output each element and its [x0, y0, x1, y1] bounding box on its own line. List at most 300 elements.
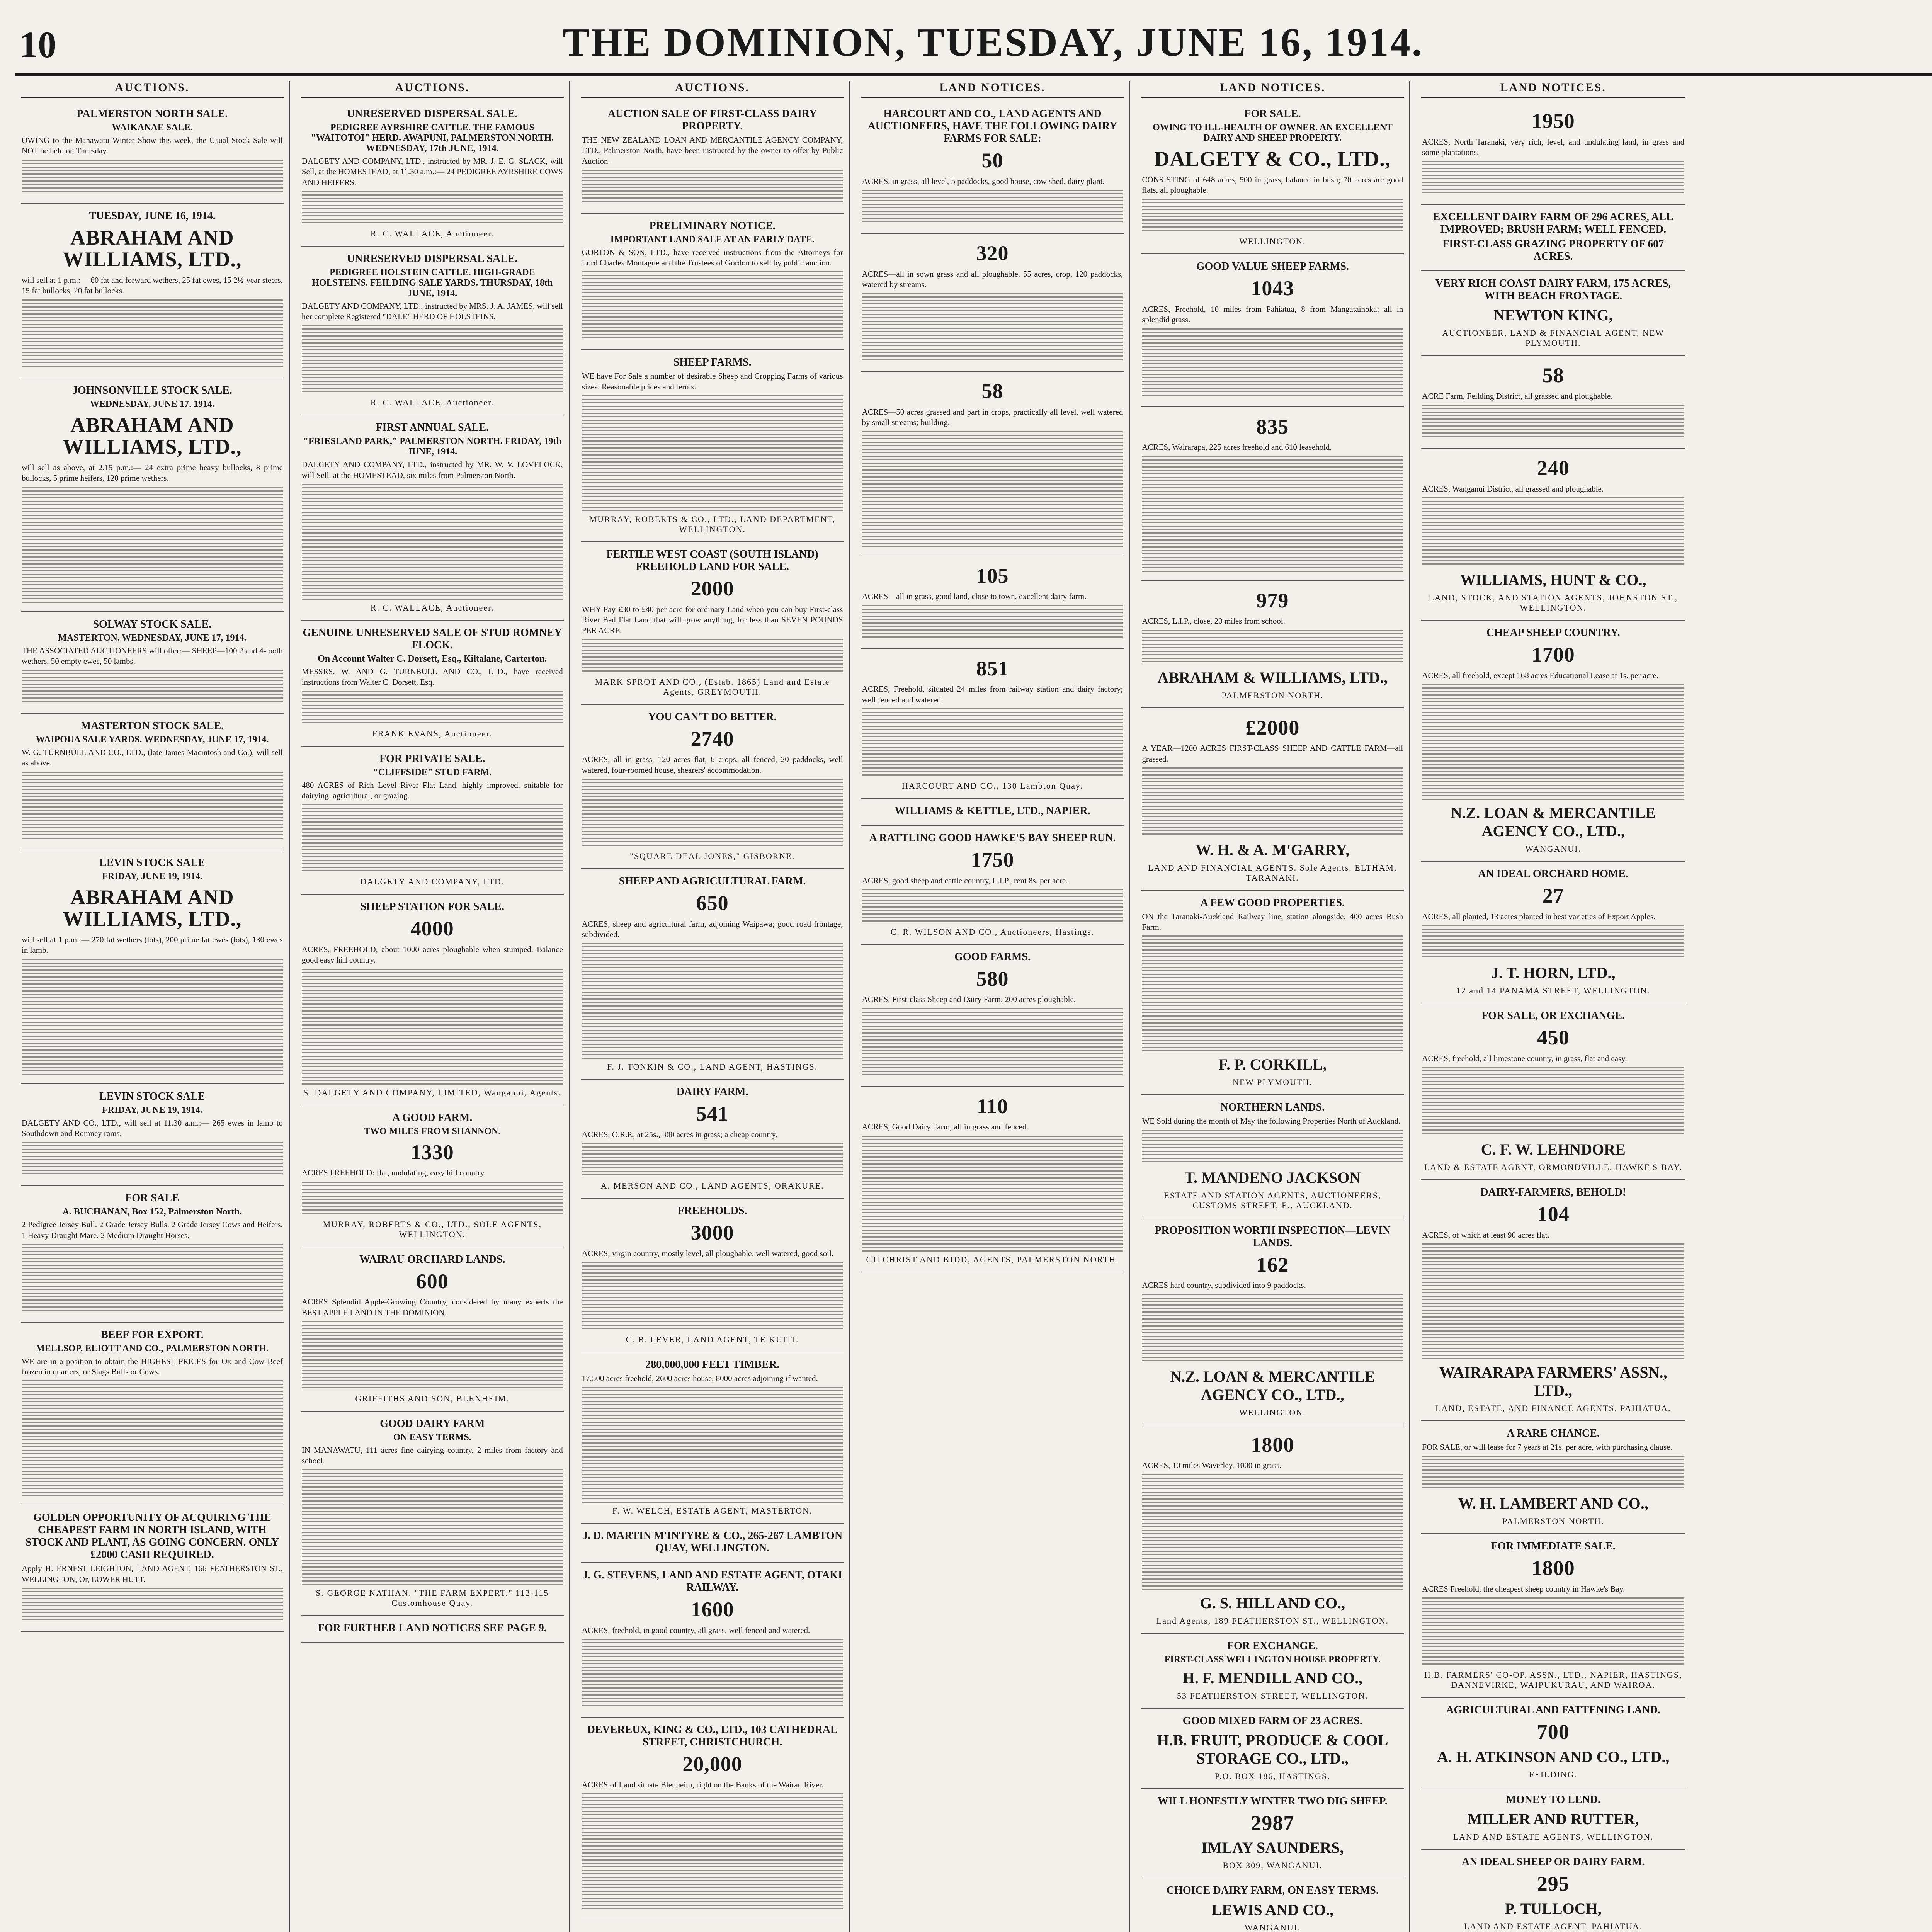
ad-heading: AN IDEAL SHEEP OR DAIRY FARM.: [1461, 1856, 1645, 1868]
advertisement: [301, 621, 564, 747]
ad-heading: AUCTION SALE OF FIRST-CLASS DAIRY PROPERTY.: [607, 108, 817, 132]
advertiser-address: LAND, ESTATE, AND FINANCE AGENTS, PAHIATUA.: [1435, 1403, 1671, 1413]
body-text-lines: [582, 1793, 843, 1909]
advertisement: [581, 1524, 844, 1563]
advertisement: [1421, 205, 1685, 271]
body-text-lines: [302, 969, 563, 1085]
advertiser-name: H. F. MENDILL AND CO.,: [1182, 1669, 1362, 1687]
advertiser-name: C. F. W. LEHNDORE: [1481, 1141, 1626, 1158]
ad-heading: LEVIN STOCK SALE: [99, 1090, 205, 1102]
newspaper-title: THE DOMINION, TUESDAY, JUNE 16, 1914.: [563, 20, 1423, 65]
body-text-lines: [582, 1262, 843, 1332]
advertiser-name: H.B. FRUIT, PRODUCE & COOL STORAGE CO., LTD.,: [1157, 1731, 1388, 1767]
ad-subheading: OWING TO ILL-HEALTH OF OWNER. AN EXCELLENT DAIRY AND SHEEP PROPERTY.: [1152, 122, 1393, 143]
column-heading: LAND NOTICES.: [861, 81, 1124, 98]
ad-heading: FOR SALE, OR EXCHANGE.: [1481, 1010, 1625, 1022]
advertiser-address: WELLINGTON.: [1239, 236, 1306, 247]
advertisement: [1421, 1787, 1685, 1850]
ad-display-figure: 50: [981, 149, 1003, 172]
advertiser-address: PALMERSTON NORTH.: [1221, 690, 1324, 700]
ad-body-text: ACRES, freehold, all limestone country, in grass, flat and easy.: [1422, 1053, 1627, 1063]
body-text-lines: [302, 691, 563, 726]
advertiser-name: G. S. HILL AND CO.,: [1200, 1594, 1345, 1612]
ad-display-figure: 700: [1537, 1720, 1570, 1744]
body-text-lines: [22, 959, 283, 1075]
ad-heading: PRELIMINARY NOTICE.: [649, 219, 776, 232]
ad-heading: BEEF FOR EXPORT.: [101, 1328, 204, 1341]
ad-body-text: ACRES, all planted, 13 acres planted in best varieties of Export Apples.: [1422, 912, 1656, 921]
ad-subheading: FRIDAY, JUNE 19, 1914.: [102, 871, 202, 881]
ad-heading: A RARE CHANCE.: [1507, 1427, 1600, 1440]
ad-body-text: ACRES, virgin country, mostly level, all ploughable, well watered, good soil.: [582, 1248, 834, 1258]
ad-heading: CHOICE DAIRY FARM, ON EASY TERMS.: [1166, 1884, 1379, 1897]
ad-heading: A RATTLING GOOD HAWKE'S BAY SHEEP RUN.: [869, 832, 1116, 844]
ad-body-text: 2 Pedigree Jersey Bull. 2 Grade Jersey Bulls. 2 Grade Jersey Cows and Heifers. 1 Heavy Draught Mare. 2 Medium Draught Horses.: [22, 1220, 283, 1240]
advertisement: [21, 714, 284, 850]
advertiser-address: A. MERSON AND CO., LAND AGENTS, ORAKURE.: [600, 1181, 824, 1191]
advertisement: [1141, 102, 1404, 254]
advertisement: [1141, 891, 1404, 1095]
ad-heading: WILLIAMS & KETTLE, LTD., NAPIER.: [895, 804, 1090, 817]
ad-display-figure: £2000: [1245, 716, 1300, 739]
advertisement: [1421, 1534, 1685, 1698]
ad-display-figure: 1800: [1251, 1433, 1294, 1456]
ad-body-text: will sell as above, at 2.15 p.m.:— 24 extra prime heavy bullocks, 8 prime bullocks, 5 prime heifers, 120 prime wethers.: [22, 463, 283, 483]
advertisement: [301, 1412, 564, 1616]
advertisement: [21, 204, 284, 378]
advertisement: [581, 1080, 844, 1199]
advertisement: [861, 1087, 1124, 1272]
body-text-lines: [22, 1380, 283, 1496]
ad-subheading: WEDNESDAY, JUNE 17, 1914.: [90, 399, 215, 409]
body-text-lines: [302, 1182, 563, 1216]
body-text-lines: [1142, 456, 1403, 572]
ad-body-text: ACRES, Wanganui District, all grassed and ploughable.: [1422, 484, 1604, 493]
advertiser-address: R. C. WALLACE, Auctioneer.: [370, 398, 494, 408]
advertisement: [581, 705, 844, 869]
body-text-lines: [1142, 328, 1403, 398]
ad-body-text: 17,500 acres freehold, 2600 acres house, 8000 acres adjoining if wanted.: [582, 1374, 818, 1383]
ad-body-text: ACRES of Land situate Blenheim, right on the Banks of the Wairau River.: [582, 1780, 824, 1790]
advertisement: [581, 1199, 844, 1352]
ad-heading: GOOD DAIRY FARM: [380, 1417, 485, 1430]
body-text-lines: [862, 708, 1123, 778]
advertisement: [301, 1616, 564, 1643]
advertisement: [1421, 1421, 1685, 1534]
advertisement: [1141, 1095, 1404, 1218]
ad-display-figure: 1330: [410, 1140, 454, 1164]
ad-body-text: ACRES, Freehold, 10 miles from Pahiatua, 8 from Mangatainoka; all in splendid grass.: [1142, 304, 1403, 325]
advertisement: [581, 350, 844, 542]
advertiser-address: GRIFFITHS AND SON, BLENHEIM.: [355, 1393, 510, 1403]
body-text-lines: [22, 299, 283, 369]
ad-display-figure: DALGETY & CO., LTD.,: [1154, 147, 1391, 170]
column-heading: AUCTIONS.: [581, 81, 844, 98]
advertiser-address: GILCHRIST AND KIDD, AGENTS, PALMERSTON NORTH.: [866, 1254, 1119, 1264]
ad-heading: HARCOURT AND CO., LAND AGENTS AND AUCTIONEERS, HAVE THE FOLLOWING DAIRY FARMS FOR SALE:: [867, 108, 1117, 145]
advertiser-address: FEILDING.: [1529, 1770, 1578, 1780]
ad-subheading: On Account Walter C. Dorsett, Esq., Kiltalane, Carterton.: [318, 654, 547, 664]
ad-heading: FOR FURTHER LAND NOTICES SEE PAGE 9.: [318, 1622, 547, 1634]
advertiser-name: J. T. HORN, LTD.,: [1491, 964, 1616, 982]
masthead: [15, 15, 1932, 76]
advertiser-address: LAND, STOCK, AND STATION AGENTS, JOHNSTON ST., WELLINGTON.: [1429, 593, 1678, 613]
ad-heading: MONEY TO LEND.: [1506, 1794, 1600, 1806]
body-text-lines: [582, 1143, 843, 1178]
advertiser-address: "SQUARE DEAL JONES," GISBORNE.: [629, 851, 795, 861]
ad-body-text: WE Sold during the month of May the following Properties North of Auckland.: [1142, 1116, 1401, 1126]
ad-subheading: TWO MILES FROM SHANNON.: [364, 1126, 501, 1136]
ad-body-text: ACRES, First-class Sheep and Dairy Farm, 200 acres ploughable.: [862, 995, 1076, 1004]
body-text-lines: [22, 670, 283, 704]
body-text-lines: [582, 271, 843, 341]
advertiser-address: Land Agents, 189 FEATHERSTON ST., WELLINGTON.: [1156, 1616, 1389, 1626]
ad-heading: A FEW GOOD PROPERTIES.: [1200, 896, 1345, 909]
advertisement: [301, 1247, 564, 1412]
advertiser-name: N.Z. LOAN & MERCANTILE AGENCY CO., LTD.,: [1451, 804, 1656, 840]
ad-display-figure: 580: [976, 967, 1009, 990]
ad-body-text: OWING to the Manawatu Winter Show this week, the Usual Stock Sale will NOT be held on Thursday.: [22, 136, 283, 156]
advertisement: [861, 372, 1124, 556]
advertisement: [1421, 356, 1685, 449]
ad-heading: FOR EXCHANGE.: [1227, 1639, 1318, 1652]
advertisement: [581, 102, 844, 214]
ad-heading: A GOOD FARM.: [392, 1111, 473, 1124]
advertiser-address: 12 and 14 PANAMA STREET, WELLINGTON.: [1456, 986, 1650, 996]
ad-heading: 280,000,000 FEET TIMBER.: [645, 1359, 779, 1371]
body-text-lines: [1142, 767, 1403, 837]
ad-display-figure: 110: [976, 1094, 1008, 1118]
advertisement: [581, 1352, 844, 1524]
body-text-lines: [582, 639, 843, 674]
ad-body-text: IN MANAWATU, 111 acres fine dairying country, 2 miles from factory and school.: [301, 1445, 563, 1466]
advertiser-address: ESTATE AND STATION AGENTS, AUCTIONEERS, CUSTOMS STREET, E., AUCKLAND.: [1164, 1190, 1381, 1210]
body-text-lines: [582, 170, 843, 204]
ad-body-text: DALGETY AND CO., LTD., will sell at 11.30 a.m.:— 265 ewes in lamb to Southdown and Romney rams.: [22, 1118, 283, 1138]
body-text-lines: [22, 1588, 283, 1622]
ad-heading: FOR SALE.: [1244, 108, 1301, 120]
ad-display-figure: 1043: [1251, 277, 1294, 300]
advertisement: [1141, 1218, 1404, 1425]
ad-body-text: WE have For Sale a number of desirable Sheep and Cropping Farms of various sizes. Reasonable prices and terms.: [582, 371, 843, 391]
ad-body-text: ACRES, of which at least 90 acres flat.: [1422, 1230, 1549, 1240]
page-column: [296, 81, 570, 1932]
ad-subheading: MELLSOP, ELIOTT AND CO., PALMERSTON NORTH.: [36, 1343, 269, 1354]
advertiser-address: MURRAY, ROBERTS & CO., LTD., SOLE AGENTS, WELLINGTON.: [323, 1219, 542, 1239]
ad-heading: AN IDEAL ORCHARD HOME.: [1478, 868, 1629, 880]
advertisement: [1141, 581, 1404, 708]
advertiser-address: MARK SPROT AND CO., (Estab. 1865) Land and Estate Agents, GREYMOUTH.: [595, 677, 830, 697]
ad-body-text: ACRES—all in grass, good land, close to town, excellent dairy farm.: [862, 592, 1087, 601]
ad-body-text: ACRES FREEHOLD: flat, undulating, easy hill country.: [301, 1168, 486, 1178]
advertisement: [581, 542, 844, 705]
advertisement: [21, 1186, 284, 1323]
body-text-lines: [22, 772, 283, 841]
advertisement: [1421, 271, 1685, 356]
ad-body-text: ACRE Farm, Feilding District, all grassed and ploughable.: [1422, 391, 1613, 401]
ad-subheading: ON EASY TERMS.: [393, 1432, 471, 1442]
advertiser-address: H.B. FARMERS' CO-OP. ASSN., LTD., NAPIER, HASTINGS, DANNEVIRKE, WAIPUKURAU, AND WAIROA.: [1424, 1670, 1682, 1690]
ad-display-figure: 1600: [690, 1598, 734, 1621]
ad-heading: GOOD VALUE SHEEP FARMS.: [1196, 260, 1349, 273]
ad-display-figure: 162: [1256, 1253, 1289, 1276]
ad-heading: NORTHERN LANDS.: [1220, 1101, 1325, 1114]
advertisement: [861, 799, 1124, 826]
column-heading: LAND NOTICES.: [1421, 81, 1685, 98]
ad-subheading: PEDIGREE AYRSHIRE CATTLE. THE FAMOUS "WAITOTOI" HERD. AWAPUNI, PALMERSTON NORTH. WEDNESDAY, 17th JUNE, 1914.: [311, 122, 554, 153]
ad-body-text: ACRES—all in sown grass and all ploughable, 55 acres, crop, 120 paddocks, watered by streams.: [862, 269, 1123, 289]
ad-display-figure: 979: [1256, 588, 1289, 612]
ad-display-figure: 104: [1537, 1202, 1570, 1226]
body-text-lines: [582, 943, 843, 1059]
body-text-lines: [582, 1639, 843, 1708]
ad-heading: GOLDEN OPPORTUNITY OF ACQUIRING THE CHEAPEST FARM IN NORTH ISLAND, WITH STOCK AND PLANT, AS GOING CONCERN. ONLY £2000 CASH REQUIRED.: [25, 1512, 279, 1561]
ad-body-text: ACRES, North Taranaki, very rich, level, and undulating land, in grass and some plantations.: [1422, 137, 1685, 157]
page-column: [856, 81, 1131, 1932]
advertisement: [1141, 1709, 1404, 1789]
advertiser-address: NEW PLYMOUTH.: [1232, 1077, 1313, 1087]
ad-heading: SHEEP AND AGRICULTURAL FARM.: [619, 875, 806, 887]
ad-body-text: will sell at 1 p.m.:— 60 fat and forward wethers, 25 fat ewes, 15 2½-year steers, 15 fat bullocks, 20 fat bullocks.: [22, 275, 283, 296]
ad-heading: AGRICULTURAL AND FATTENING LAND.: [1446, 1704, 1661, 1716]
ad-body-text: ACRES, O.R.P., at 25s., 300 acres in grass; a cheap country.: [582, 1129, 777, 1139]
ad-display-figure: 320: [976, 241, 1009, 265]
advertiser-address: C. B. LEVER, LAND AGENT, TE KUITI.: [626, 1335, 799, 1345]
body-text-lines: [1422, 161, 1684, 196]
advertiser-address: PALMERSTON NORTH.: [1502, 1516, 1604, 1526]
body-text-lines: [1422, 497, 1684, 567]
ad-body-text: WE are in a position to obtain the HIGHEST PRICES for Ox and Cow Beef frozen in quarters, or Stags Bulls or Cows.: [22, 1356, 283, 1377]
ad-display-figure: 835: [1256, 415, 1289, 438]
advertisement: [1421, 862, 1685, 1003]
advertisement: [1141, 407, 1404, 581]
advertiser-name: IMLAY SAUNDERS,: [1201, 1839, 1344, 1857]
ad-body-text: ACRES, all in grass, 120 acres flat, 6 crops, all fenced, 20 paddocks, well watered, four-roomed house, shearers' accommodation.: [582, 755, 843, 775]
advertiser-name: P. TULLOCH,: [1505, 1900, 1602, 1917]
advertiser-name: T. MANDENO JACKSON: [1184, 1168, 1361, 1186]
advertisement: [1421, 449, 1685, 621]
ad-body-text: A YEAR—1200 ACRES FIRST-CLASS SHEEP AND CATTLE FARM—all grassed.: [1142, 743, 1403, 764]
ad-heading: FIRST ANNUAL SALE.: [376, 422, 489, 434]
body-text-lines: [1422, 405, 1684, 439]
ad-body-text: ACRES, freehold, in good country, all grass, well fenced and watered.: [582, 1626, 810, 1635]
ad-subheading: FIRST-CLASS WELLINGTON HOUSE PROPERTY.: [1164, 1654, 1381, 1665]
ad-heading: PALMERSTON NORTH SALE.: [77, 108, 228, 120]
ad-subheading: PEDIGREE HOLSTEIN CATTLE. HIGH-GRADE HOLSTEINS. FEILDING SALE YARDS. THURSDAY, 18th JUNE, 1914.: [312, 267, 553, 298]
ad-display-figure: 600: [416, 1269, 449, 1293]
advertisement: [21, 102, 284, 204]
advertisement: [581, 1563, 844, 1718]
column-heading: LAND NOTICES.: [1141, 81, 1404, 98]
ad-display-figure: 2740: [690, 727, 734, 750]
body-text-lines: [862, 889, 1123, 924]
ad-display-figure: 20,000: [682, 1752, 742, 1776]
ad-body-text: ACRES—50 acres grassed and part in crops, practically all level, well watered by small streams; building.: [862, 407, 1123, 427]
advertisement: [861, 945, 1124, 1087]
ad-body-text: Apply H. ERNEST LEIGHTON, LAND AGENT, 166 FEATHERSTON ST., WELLINGTON, Or, LOWER HUTT.: [22, 1564, 283, 1584]
ad-heading: J. G. STEVENS, LAND AND ESTATE AGENT, OTAKI RAILWAY.: [582, 1569, 842, 1594]
ad-heading: SHEEP STATION FOR SALE.: [360, 901, 504, 913]
ad-body-text: CONSISTING of 648 acres, 500 in grass, balance in bush; 70 acres are good flats, all ploughable.: [1142, 175, 1403, 195]
advertisement: [1421, 1003, 1685, 1180]
advertiser-address: C. R. WILSON AND CO., Auctioneers, Hastings.: [890, 927, 1095, 937]
advertisement: [861, 649, 1124, 799]
body-text-lines: [862, 1136, 1123, 1252]
body-text-lines: [1142, 199, 1403, 233]
body-text-lines: [862, 431, 1123, 547]
ad-heading: FOR IMMEDIATE SALE.: [1491, 1540, 1616, 1553]
body-text-lines: [302, 325, 563, 395]
advertiser-address: AUCTIONEER, LAND & FINANCIAL AGENT, NEW PLYMOUTH.: [1442, 328, 1665, 348]
advertisement: [301, 415, 564, 621]
advertiser-address: LAND & ESTATE AGENT, ORMONDVILLE, HAWKE'S BAY.: [1424, 1162, 1682, 1172]
ad-body-text: DALGETY AND COMPANY, LTD., instructed by MR. W. V. LOVELOCK, will Sell, at the HOMESTEAD, six miles from Palmerston North.: [301, 460, 563, 480]
ad-body-text: ACRES, Good Dairy Farm, all in grass and fenced.: [862, 1122, 1029, 1132]
advertiser-name: W. H. & A. M'GARRY,: [1196, 841, 1350, 859]
advertisement: [1421, 102, 1685, 205]
ad-subheading: A. BUCHANAN, Box 152, Palmerston North.: [62, 1207, 242, 1217]
ad-display-figure: 58: [981, 379, 1003, 403]
ad-heading: GOOD FARMS.: [954, 951, 1031, 963]
advertiser-name: W. H. LAMBERT AND CO.,: [1458, 1495, 1648, 1512]
ad-heading: UNRESERVED DISPERSAL SALE.: [347, 252, 518, 265]
ad-heading: WAIRAU ORCHARD LANDS.: [359, 1253, 505, 1265]
body-text-lines: [302, 484, 563, 600]
advertisement: [1421, 621, 1685, 862]
body-text-lines: [1422, 684, 1684, 800]
ad-display-figure: ABRAHAM AND WILLIAMS, LTD.,: [63, 226, 242, 271]
ad-body-text: 480 ACRES of Rich Level River Flat Land, highly improved, suitable for dairying, agricultural, or grazing.: [301, 780, 563, 800]
advertiser-name: MILLER AND RUTTER,: [1468, 1810, 1639, 1828]
ad-body-text: ACRES Splendid Apple-Growing Country, considered by many experts the BEST APPLE LAND IN THE DOMINION.: [301, 1297, 563, 1317]
advertiser-address: MURRAY, ROBERTS & CO., LTD., LAND DEPARTMENT, WELLINGTON.: [589, 514, 836, 534]
advertiser-address: S. GEORGE NATHAN, "THE FARM EXPERT," 112-115 Customhouse Quay.: [316, 1588, 549, 1608]
body-text-lines: [22, 160, 283, 194]
advertisement: [21, 1084, 284, 1186]
body-text-lines: [1422, 1067, 1684, 1136]
ad-subheading: WAIPOUA SALE YARDS. WEDNESDAY, JUNE 17, 1914.: [36, 735, 269, 745]
ad-body-text: ACRES, Wairarapa, 225 acres freehold and 610 leasehold.: [1142, 442, 1332, 452]
ad-body-text: FOR SALE, or will lease for 7 years at 21s. per acre, with purchasing clause.: [1422, 1442, 1672, 1452]
ad-display-figure: 851: [976, 656, 1009, 680]
ad-body-text: W. G. TURNBULL AND CO., LTD., (late James Macintosh and Co.), will sell as above.: [22, 748, 283, 768]
advertiser-address: R. C. WALLACE, Auctioneer.: [370, 603, 494, 613]
ad-heading: FOR SALE: [125, 1192, 179, 1204]
advertiser-address: WANGANUI.: [1245, 1923, 1301, 1932]
body-text-lines: [1422, 1456, 1684, 1490]
advertisement: [21, 1323, 284, 1506]
ad-display-figure: 27: [1542, 884, 1564, 908]
ad-body-text: ACRES Freehold, the cheapest sheep country in Hawke's Bay.: [1422, 1584, 1625, 1594]
ad-display-figure: 541: [696, 1102, 729, 1126]
advertiser-name: ABRAHAM & WILLIAMS, LTD.,: [1157, 668, 1388, 686]
body-text-lines: [1142, 1130, 1403, 1165]
advertiser-address: 53 FEATHERSTON STREET, WELLINGTON.: [1177, 1690, 1368, 1701]
ad-heading: FERTILE WEST COAST (SOUTH ISLAND) FREEHOLD LAND FOR SALE.: [606, 548, 818, 573]
ad-body-text: ACRES, Freehold, situated 24 miles from railway station and dairy factory; well fenced and watered.: [862, 684, 1123, 704]
advertiser-name: F. P. CORKILL,: [1218, 1056, 1327, 1073]
body-text-lines: [862, 293, 1123, 362]
ad-heading: WILL HONESTLY WINTER TWO DIG SHEEP.: [1157, 1795, 1388, 1807]
page-columns: [15, 81, 1932, 1932]
body-text-lines: [302, 1321, 563, 1391]
ad-body-text: ACRES, FREEHOLD, about 1000 acres ploughable when stumped. Balance good easy hill country.: [301, 944, 563, 965]
page-column: [1416, 81, 1690, 1932]
advertiser-address: F. J. TONKIN & CO., LAND AGENT, HASTINGS.: [607, 1062, 818, 1072]
advertisement: [861, 556, 1124, 649]
ad-heading: VERY RICH COAST DAIRY FARM, 175 ACRES, WITH BEACH FRONTAGE.: [1435, 277, 1671, 302]
ad-display-figure: 1800: [1531, 1556, 1575, 1580]
ad-subheading: IMPORTANT LAND SALE AT AN EARLY DATE.: [610, 234, 815, 245]
ad-display-figure: 1950: [1531, 109, 1575, 133]
ad-display-figure: 105: [976, 564, 1009, 587]
advertisement: [21, 378, 284, 612]
ad-heading: YOU CAN'T DO BETTER.: [648, 711, 777, 723]
advertiser-name: WAIRARAPA FARMERS' ASSN., LTD.,: [1439, 1364, 1667, 1400]
body-text-lines: [1422, 1597, 1684, 1667]
advertiser-name: WILLIAMS, HUNT & CO.,: [1460, 571, 1646, 589]
ad-display-figure: 295: [1537, 1872, 1570, 1896]
advertisement: [21, 1505, 284, 1632]
advertisement: [301, 102, 564, 247]
advertisement: [581, 1718, 844, 1918]
advertiser-address: LAND AND FINANCIAL AGENTS. Sole Agents. ELTHAM, TARANAKI.: [1148, 862, 1397, 883]
body-text-lines: [22, 1244, 283, 1313]
ad-heading: FREEHOLDS.: [677, 1205, 747, 1217]
ad-display-figure: ABRAHAM AND WILLIAMS, LTD.,: [63, 413, 242, 459]
ad-subheading: WAIKANAE SALE.: [112, 122, 193, 133]
ad-display-figure: 1700: [1531, 643, 1575, 667]
ad-body-text: DALGETY AND COMPANY, LTD., instructed by MRS. J. A. JAMES, will sell her complete Registered "DALE" HERD OF HOLSTEINS.: [301, 301, 563, 321]
ad-display-figure: 450: [1537, 1026, 1570, 1049]
ad-display-figure: 2987: [1251, 1811, 1294, 1835]
advertisement: [21, 850, 284, 1084]
advertisement: [21, 612, 284, 714]
ad-subheading: MASTERTON. WEDNESDAY, JUNE 17, 1914.: [58, 633, 247, 643]
advertiser-address: LAND AND ESTATE AGENTS, WELLINGTON.: [1453, 1832, 1653, 1842]
ad-body-text: ACRES hard country, subdivided into 9 paddocks.: [1142, 1281, 1306, 1290]
ad-display-figure: 650: [696, 891, 729, 915]
ad-body-text: DALGETY AND COMPANY, LTD., instructed by MR. J. E. G. SLACK, will Sell, at the HOMESTEAD, at 11.30 a.m.:— 24 PEDIGREE AYRSHIRE COWS AND HEIFERS.: [301, 156, 563, 187]
ad-heading: DEVEREUX, KING & CO., LTD., 103 CATHEDRAL STREET, CHRISTCHURCH.: [587, 1724, 838, 1748]
ad-subheading: "FRIESLAND PARK," PALMERSTON NORTH. FRIDAY, 19th JUNE, 1914.: [303, 436, 561, 457]
ad-body-text: ACRES, all freehold, except 168 acres Educational Lease at 1s. per acre.: [1422, 670, 1658, 680]
advertiser-address: WELLINGTON.: [1239, 1407, 1306, 1417]
column-heading: AUCTIONS.: [301, 81, 564, 98]
advertiser-address: FRANK EVANS, Auctioneer.: [372, 728, 492, 738]
advertisement: [861, 102, 1124, 234]
ad-heading: CHEAP SHEEP COUNTRY.: [1486, 627, 1620, 639]
advertisement: [301, 747, 564, 895]
advertisement: [1141, 1789, 1404, 1879]
advertiser-address: R. C. WALLACE, Auctioneer.: [370, 228, 494, 238]
advertisement: [1141, 1878, 1404, 1932]
advertiser-address: P.O. BOX 186, HASTINGS.: [1215, 1771, 1330, 1781]
ad-heading: LEVIN STOCK SALE: [99, 856, 205, 869]
body-text-lines: [1142, 1474, 1403, 1590]
body-text-lines: [582, 395, 843, 511]
advertiser-address: S. DALGETY AND COMPANY, LIMITED, Wanganui, Agents.: [303, 1087, 561, 1097]
advertisement: [301, 895, 564, 1105]
advertiser-name: NEWTON KING,: [1493, 306, 1613, 324]
advertisement: [301, 247, 564, 416]
ad-heading: DAIRY FARM.: [676, 1086, 748, 1098]
advertisement: [1141, 254, 1404, 407]
body-text-lines: [1142, 935, 1403, 1051]
ad-heading: J. D. MARTIN M'INTYRE & CO., 265-267 LAMBTON QUAY, WELLINGTON.: [582, 1530, 843, 1554]
ad-display-figure: 240: [1537, 456, 1570, 480]
advertisement: [1421, 1698, 1685, 1787]
